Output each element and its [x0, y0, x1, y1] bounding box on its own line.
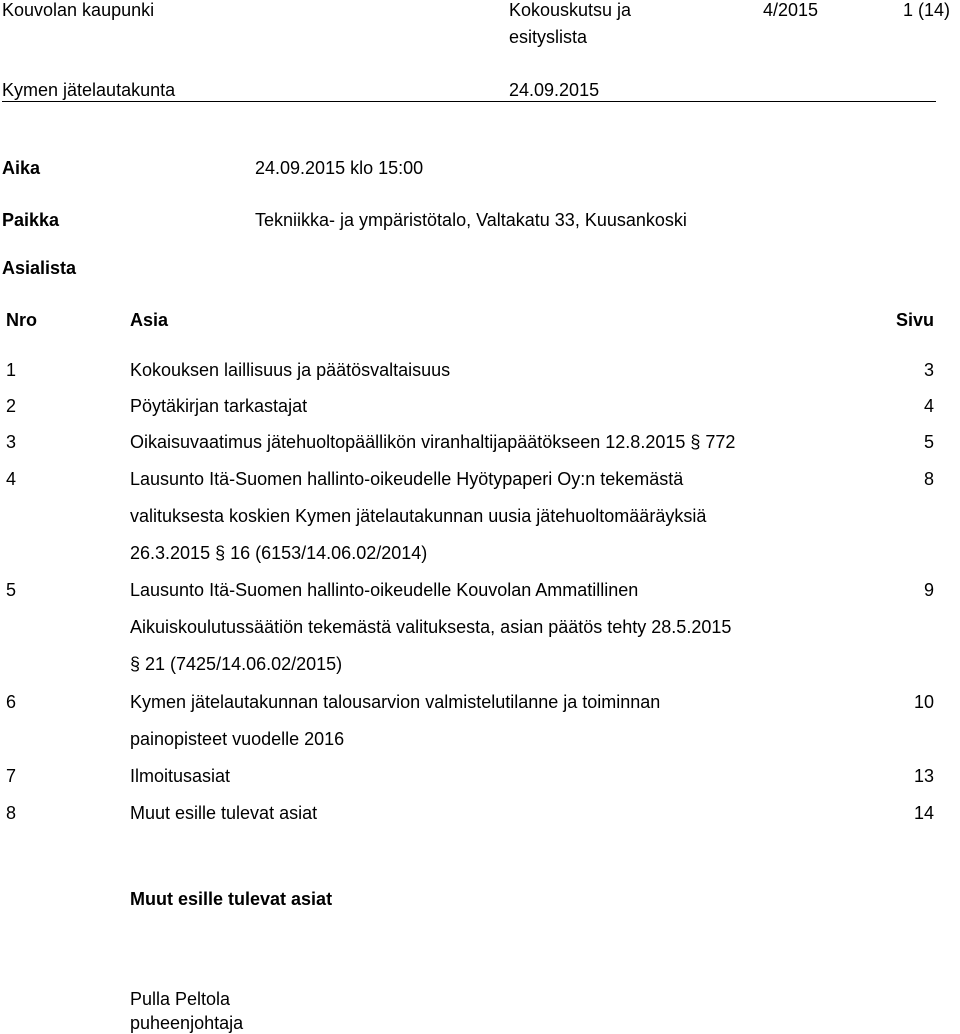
agenda-item-text: Ilmoitusasiat — [130, 766, 231, 786]
agenda-col-no: Nro — [6, 310, 37, 330]
agenda-item-text-line1: Kymen jätelautakunnan talousarvion valmistelutilanne ja toiminnan — [130, 692, 661, 712]
signature-role: puheenjohtaja — [130, 1013, 244, 1033]
agenda-title: Asialista — [2, 258, 77, 278]
board-name: Kymen jätelautakunta — [2, 80, 176, 100]
agenda-item-number: 8 — [6, 803, 17, 823]
agenda-item-number: 5 — [6, 580, 17, 600]
agenda-item-text: Oikaisuvaatimus jätehuoltopäällikön viranhaltijapäätökseen 12.8.2015 § 772 — [130, 432, 736, 452]
other-matters-heading: Muut esille tulevat asiat — [130, 889, 333, 909]
agenda-item-text-line1: Lausunto Itä-Suomen hallinto-oikeudelle Hyötypaperi Oy:n tekemästä — [130, 469, 684, 489]
agenda-item-text: Pöytäkirjan tarkastajat — [130, 396, 308, 416]
meeting-number: 4/2015 — [763, 0, 819, 20]
agenda-item-text: Muut esille tulevat asiat — [130, 803, 318, 823]
agenda-item-page: 8 — [923, 469, 934, 489]
agenda-item-text-line3: 26.3.2015 § 16 (6153/14.06.02/2014) — [130, 543, 428, 563]
agenda-item-page: 5 — [923, 432, 934, 452]
agenda-item-number: 4 — [6, 469, 17, 489]
time-value: 24.09.2015 klo 15:00 — [255, 158, 424, 178]
agenda-item-text-line1: Lausunto Itä-Suomen hallinto-oikeudelle Kouvolan Ammatillinen — [130, 580, 639, 600]
agenda-item-page: 4 — [923, 396, 934, 416]
agenda-item-text-line3: § 21 (7425/14.06.02/2015) — [130, 654, 343, 674]
doc-type-line1: Kokouskutsu ja — [509, 0, 632, 20]
time-label: Aika — [2, 158, 41, 178]
agenda-col-page: Sivu — [895, 310, 934, 330]
agenda-item-page: 10 — [913, 692, 934, 712]
place-label: Paikka — [2, 210, 60, 230]
place-value: Tekniikka- ja ympäristötalo, Valtakatu 33, Kuusankoski — [255, 210, 687, 230]
header-divider — [2, 101, 936, 102]
agenda-item-number: 1 — [6, 360, 17, 380]
agenda-item-number: 2 — [6, 396, 17, 416]
agenda-item-number: 7 — [6, 766, 17, 786]
agenda-item-text-line2: valituksesta koskien Kymen jätelautakunnan uusia jätehuoltomääräyksiä — [130, 506, 707, 526]
agenda-item-page: 14 — [913, 803, 934, 823]
agenda-item-page: 9 — [923, 580, 934, 600]
agenda-item-number: 3 — [6, 432, 17, 452]
agenda-item-page: 3 — [923, 360, 934, 380]
doc-type-line2: esityslista — [509, 27, 588, 47]
agenda-item-text-line2: Aikuiskoulutussäätiön tekemästä valituksesta, asian päätös tehty 28.5.2015 — [130, 617, 732, 637]
signature-name: Pulla Peltola — [130, 989, 231, 1009]
page-number: 1 (14) — [903, 0, 951, 20]
agenda-item-number: 6 — [6, 692, 17, 712]
agenda-item-text-line2: painopisteet vuodelle 2016 — [130, 729, 345, 749]
agenda-col-item: Asia — [130, 310, 169, 330]
agenda-item-page: 13 — [913, 766, 934, 786]
agenda-item-text: Kokouksen laillisuus ja päätösvaltaisuus — [130, 360, 451, 380]
org-name: Kouvolan kaupunki — [2, 0, 155, 20]
meeting-date: 24.09.2015 — [509, 80, 600, 100]
